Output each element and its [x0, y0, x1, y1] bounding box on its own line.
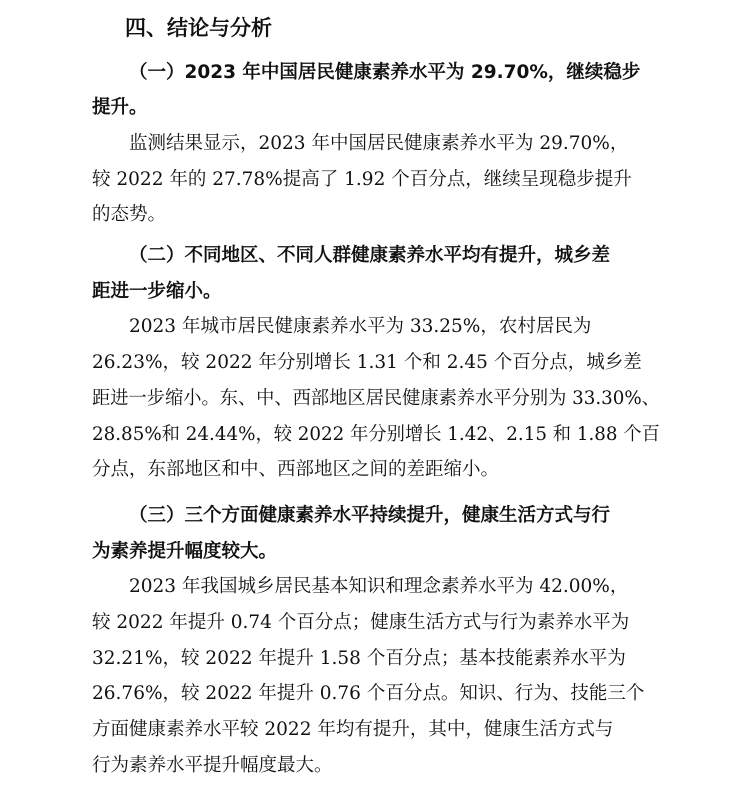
paragraph-3-line-3: 32.21%，较 2022 年提升 1.58 个百分点；基本技能素养水平为	[92, 648, 626, 669]
paragraph-2-line-4: 28.85%和 24.44%，较 2022 年分别增长 1.42、2.15 和 1.88 个百	[92, 424, 660, 445]
subsection-1-title-line-2: 提升。	[92, 97, 148, 118]
subsection-3-title-line-2: 为素养提升幅度较大。	[92, 541, 278, 562]
paragraph-2-line-5: 分点，东部地区和中、西部地区之间的差距缩小。	[92, 459, 500, 480]
paragraph-3-line-6: 行为素养水平提升幅度最大。	[92, 755, 333, 776]
subsection-1-title-line-1: （一）2023 年中国居民健康素养水平为 29.70%，继续稳步	[129, 62, 641, 83]
paragraph-2-line-2: 26.23%，较 2022 年分别增长 1.31 个和 2.45 个百分点，城乡差	[92, 352, 642, 373]
subsection-2-title-line-1: （二）不同地区、不同人群健康素养水平均有提升，城乡差	[129, 245, 611, 266]
paragraph-1-line-2: 较 2022 年的 27.78%提高了 1.92 个百分点，继续呈现稳步提升	[92, 169, 632, 190]
paragraph-1-line-3: 的态势。	[92, 204, 167, 225]
paragraph-1-line-1: 监测结果显示，2023 年中国居民健康素养水平为 29.70%，	[129, 133, 629, 154]
paragraph-2-line-1: 2023 年城市居民健康素养水平为 33.25%，农村居民为	[129, 316, 592, 337]
subsection-2-title-line-2: 距进一步缩小。	[92, 281, 222, 302]
paragraph-2-line-3: 距进一步缩小。东、中、西部地区居民健康素养水平分别为 33.30%、	[92, 388, 660, 409]
paragraph-3-line-4: 26.76%，较 2022 年提升 0.76 个百分点。知识、行为、技能三个	[92, 683, 645, 704]
paragraph-3-line-1: 2023 年我国城乡居民基本知识和理念素养水平为 42.00%，	[129, 576, 629, 597]
section-heading: 四、结论与分析	[125, 16, 272, 40]
paragraph-3-line-5: 方面健康素养水平较 2022 年均有提升，其中，健康生活方式与	[92, 719, 614, 740]
paragraph-3-line-2: 较 2022 年提升 0.74 个百分点；健康生活方式与行为素养水平为	[92, 612, 630, 633]
subsection-3-title-line-1: （三）三个方面健康素养水平持续提升，健康生活方式与行	[129, 505, 611, 526]
